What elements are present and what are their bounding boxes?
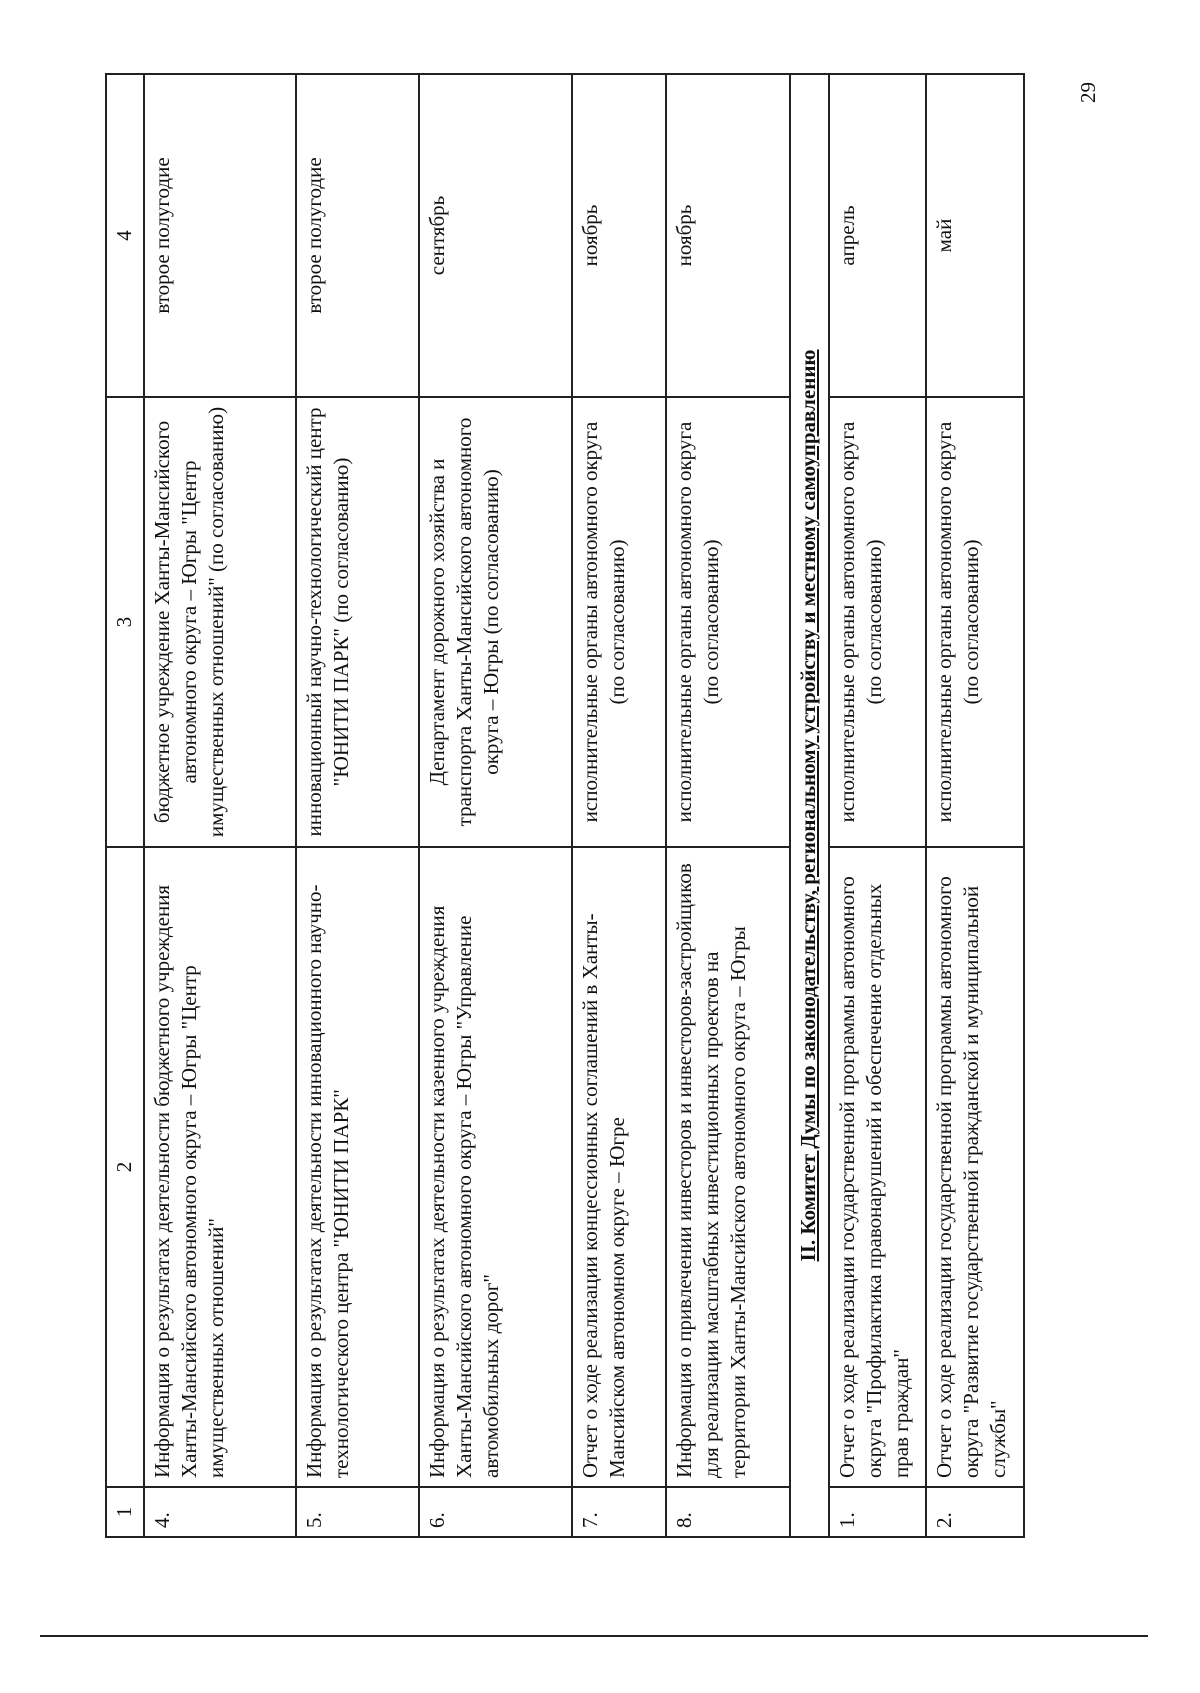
row-responsible: Департамент дорожного хозяйства и транспорта Ханты-Мансийского автономного округа – Югры (по согласованию) — [419, 397, 573, 847]
row-responsible: исполнительные органы автономного округа (по согласованию) — [666, 397, 791, 847]
scan-edge-line — [40, 1635, 1148, 1637]
header-col-4: 4 — [106, 74, 144, 397]
section-title: II. Комитет Думы по законодательству, региональному устройству и местному самоуправлению — [790, 74, 828, 1537]
section-row — [790, 74, 828, 1537]
row-topic: Информация о результатах деятельности инновационного научно-технологического центра "ЮНИТИ ПАРК" — [296, 847, 419, 1487]
row-number: 4. — [144, 1487, 296, 1537]
row-responsible: исполнительные органы автономного округа (по согласованию) — [829, 397, 927, 847]
row-number: 7. — [572, 1487, 665, 1537]
row-term: второе полугодие — [144, 74, 296, 397]
header-col-1: 1 — [106, 1487, 144, 1537]
row-number: 5. — [296, 1487, 419, 1537]
table-row — [666, 74, 791, 1537]
table-row — [926, 74, 1024, 1537]
row-topic: Информация о привлечении инвесторов и инвесторов-застройщиков для реализации масштабных инвестиционных проектов на территории Ханты-Мансийского автономного округа – Югры — [666, 847, 791, 1487]
row-responsible: бюджетное учреждение Ханты-Мансийского автономного округа – Югры "Центр имущественных отношений" (по согласованию) — [144, 397, 296, 847]
row-term: сентябрь — [419, 74, 573, 397]
table-row — [419, 74, 573, 1537]
table-row — [296, 74, 419, 1537]
header-col-2: 2 — [106, 847, 144, 1487]
row-term: второе полугодие — [296, 74, 419, 397]
table-row — [572, 74, 665, 1537]
row-topic: Информация о результатах деятельности казенного учреждения Ханты-Мансийского автономного округа – Югры "Управление автомобильных дорог" — [419, 847, 573, 1487]
row-responsible: исполнительные органы автономного округа (по согласованию) — [572, 397, 665, 847]
rotated-document-table — [105, 75, 1025, 1538]
row-number: 8. — [666, 1487, 791, 1537]
table-row — [829, 74, 927, 1537]
row-number: 1. — [829, 1487, 927, 1537]
row-topic: Отчет о ходе реализации государственной программы автономного округа "Профилактика правонарушений и обеспечение отдельных прав граждан" — [829, 847, 927, 1487]
header-col-3: 3 — [106, 397, 144, 847]
row-term: май — [926, 74, 1024, 397]
page-number: 29 — [1076, 82, 1100, 103]
row-topic: Отчет о ходе реализации концессионных соглашений в Ханты-Мансийском автономном округе – Югре — [572, 847, 665, 1487]
row-topic: Информация о результатах деятельности бюджетного учреждения Ханты-Мансийского автономного округа – Югры "Центр имущественных отношений" — [144, 847, 296, 1487]
table-row — [144, 74, 296, 1537]
row-number: 6. — [419, 1487, 573, 1537]
table-header-row — [106, 74, 144, 1537]
row-responsible: исполнительные органы автономного округа (по согласованию) — [926, 397, 1024, 847]
work-plan-table — [105, 73, 1025, 1538]
row-term: ноябрь — [666, 74, 791, 397]
row-responsible: инновационный научно-технологический центр "ЮНИТИ ПАРК" (по согласованию) — [296, 397, 419, 847]
row-topic: Отчет о ходе реализации государственной программы автономного округа "Развитие государственной гражданской и муниципальной службы" — [926, 847, 1024, 1487]
row-term: апрель — [829, 74, 927, 397]
row-term: ноябрь — [572, 74, 665, 397]
row-number: 2. — [926, 1487, 1024, 1537]
